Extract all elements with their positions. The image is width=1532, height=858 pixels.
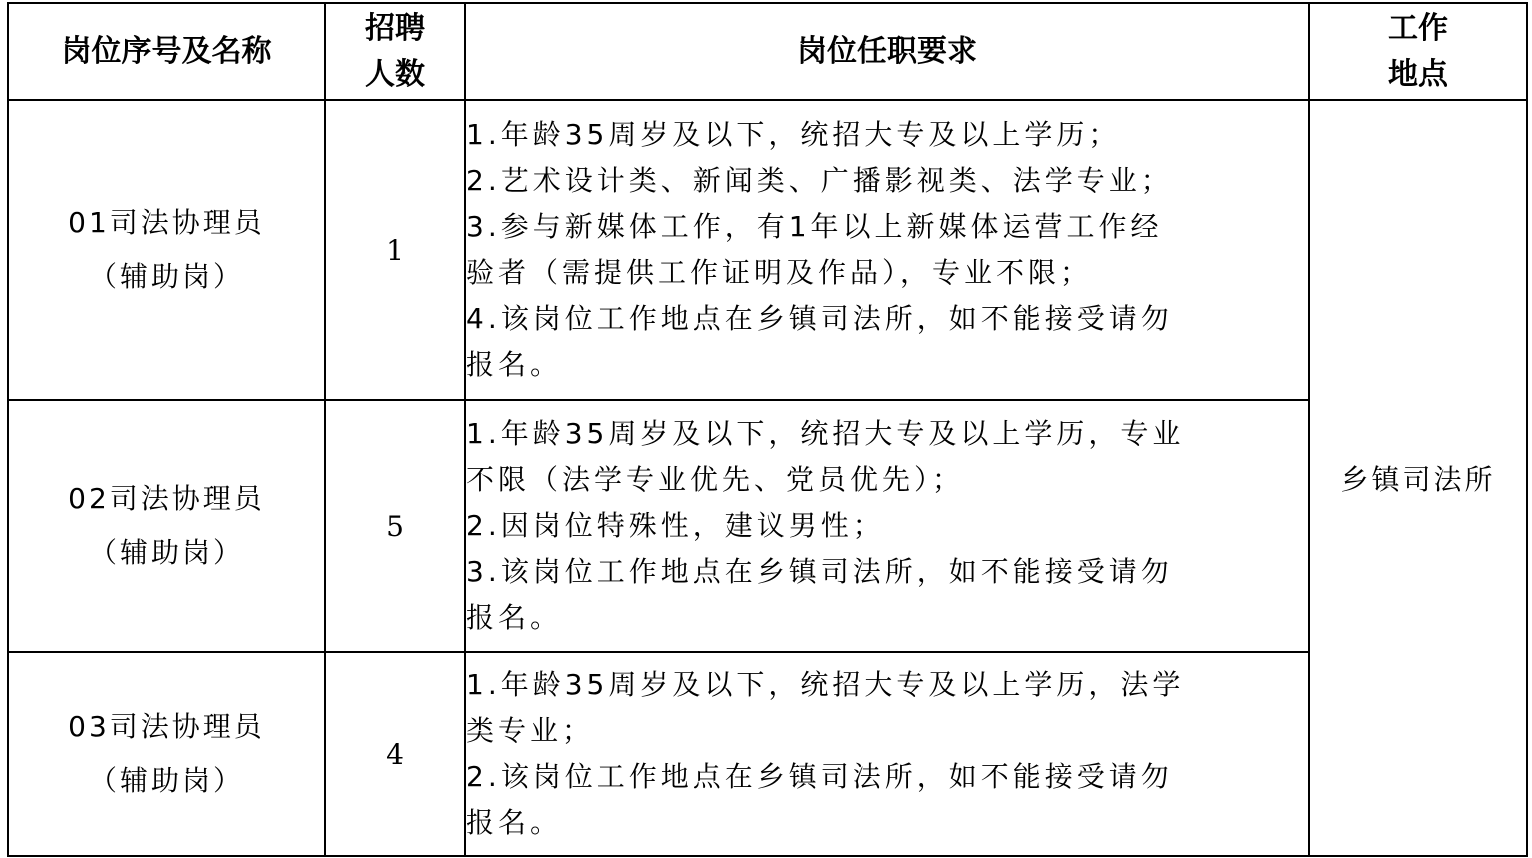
headcount: 4 — [325, 652, 465, 856]
position-type: （辅助岗） — [88, 260, 244, 293]
requirement-line: 3.该岗位工作地点在乡镇司法所，如不能接受请勿 — [466, 555, 1173, 588]
requirement-line: 不限（法学专业优先、党员优先）； — [466, 463, 965, 496]
position-name-cell — [8, 652, 325, 856]
requirement-line: 4.该岗位工作地点在乡镇司法所，如不能接受请勿 — [466, 302, 1173, 335]
work-location: 乡镇司法所 — [1309, 100, 1527, 856]
requirement-line: 1.年龄35周岁及以下，统招大专及以上学历； — [466, 118, 1121, 151]
header-count — [325, 3, 465, 100]
table-row — [8, 652, 1527, 856]
requirement-line: 报名。 — [466, 601, 563, 634]
position-name: 02司法协理员 — [68, 482, 265, 515]
position-type: （辅助岗） — [88, 536, 244, 569]
table-row — [8, 100, 1527, 400]
requirement-line: 1.年龄35周岁及以下，统招大专及以上学历，专业 — [466, 417, 1185, 450]
requirement-line: 3.参与新媒体工作，有1年以上新媒体运营工作经 — [466, 210, 1163, 243]
headcount: 1 — [325, 100, 465, 400]
requirement-line: 类专业； — [466, 714, 595, 747]
header-position: 岗位序号及名称 — [8, 3, 325, 100]
requirement-line: 验者（需提供工作证明及作品），专业不限； — [466, 256, 1093, 289]
requirement-line: 2.该岗位工作地点在乡镇司法所，如不能接受请勿 — [466, 760, 1173, 793]
requirement-line: 2.因岗位特殊性，建议男性； — [466, 509, 885, 542]
header-count-line1: 招聘 — [365, 10, 425, 46]
header-count-line2: 人数 — [365, 56, 425, 92]
header-row — [8, 3, 1527, 100]
requirements-cell — [465, 100, 1309, 400]
table-row — [8, 400, 1527, 652]
requirement-line: 报名。 — [466, 348, 563, 381]
header-location-line1: 工作 — [1388, 10, 1448, 46]
requirement-line: 1.年龄35周岁及以下，统招大专及以上学历，法学 — [466, 668, 1185, 701]
position-name: 03司法协理员 — [68, 710, 265, 743]
header-location — [1309, 3, 1527, 100]
position-name-cell — [8, 400, 325, 652]
position-name: 01司法协理员 — [68, 206, 265, 239]
headcount: 5 — [325, 400, 465, 652]
requirement-line: 报名。 — [466, 806, 563, 839]
requirements-cell — [465, 400, 1309, 652]
position-name-cell — [8, 100, 325, 400]
header-requirements: 岗位任职要求 — [465, 3, 1309, 100]
requirement-line: 2.艺术设计类、新闻类、广播影视类、法学专业； — [466, 164, 1173, 197]
recruitment-table — [7, 2, 1528, 857]
requirements-cell — [465, 652, 1309, 856]
position-type: （辅助岗） — [88, 764, 244, 797]
header-location-line2: 地点 — [1388, 56, 1448, 92]
